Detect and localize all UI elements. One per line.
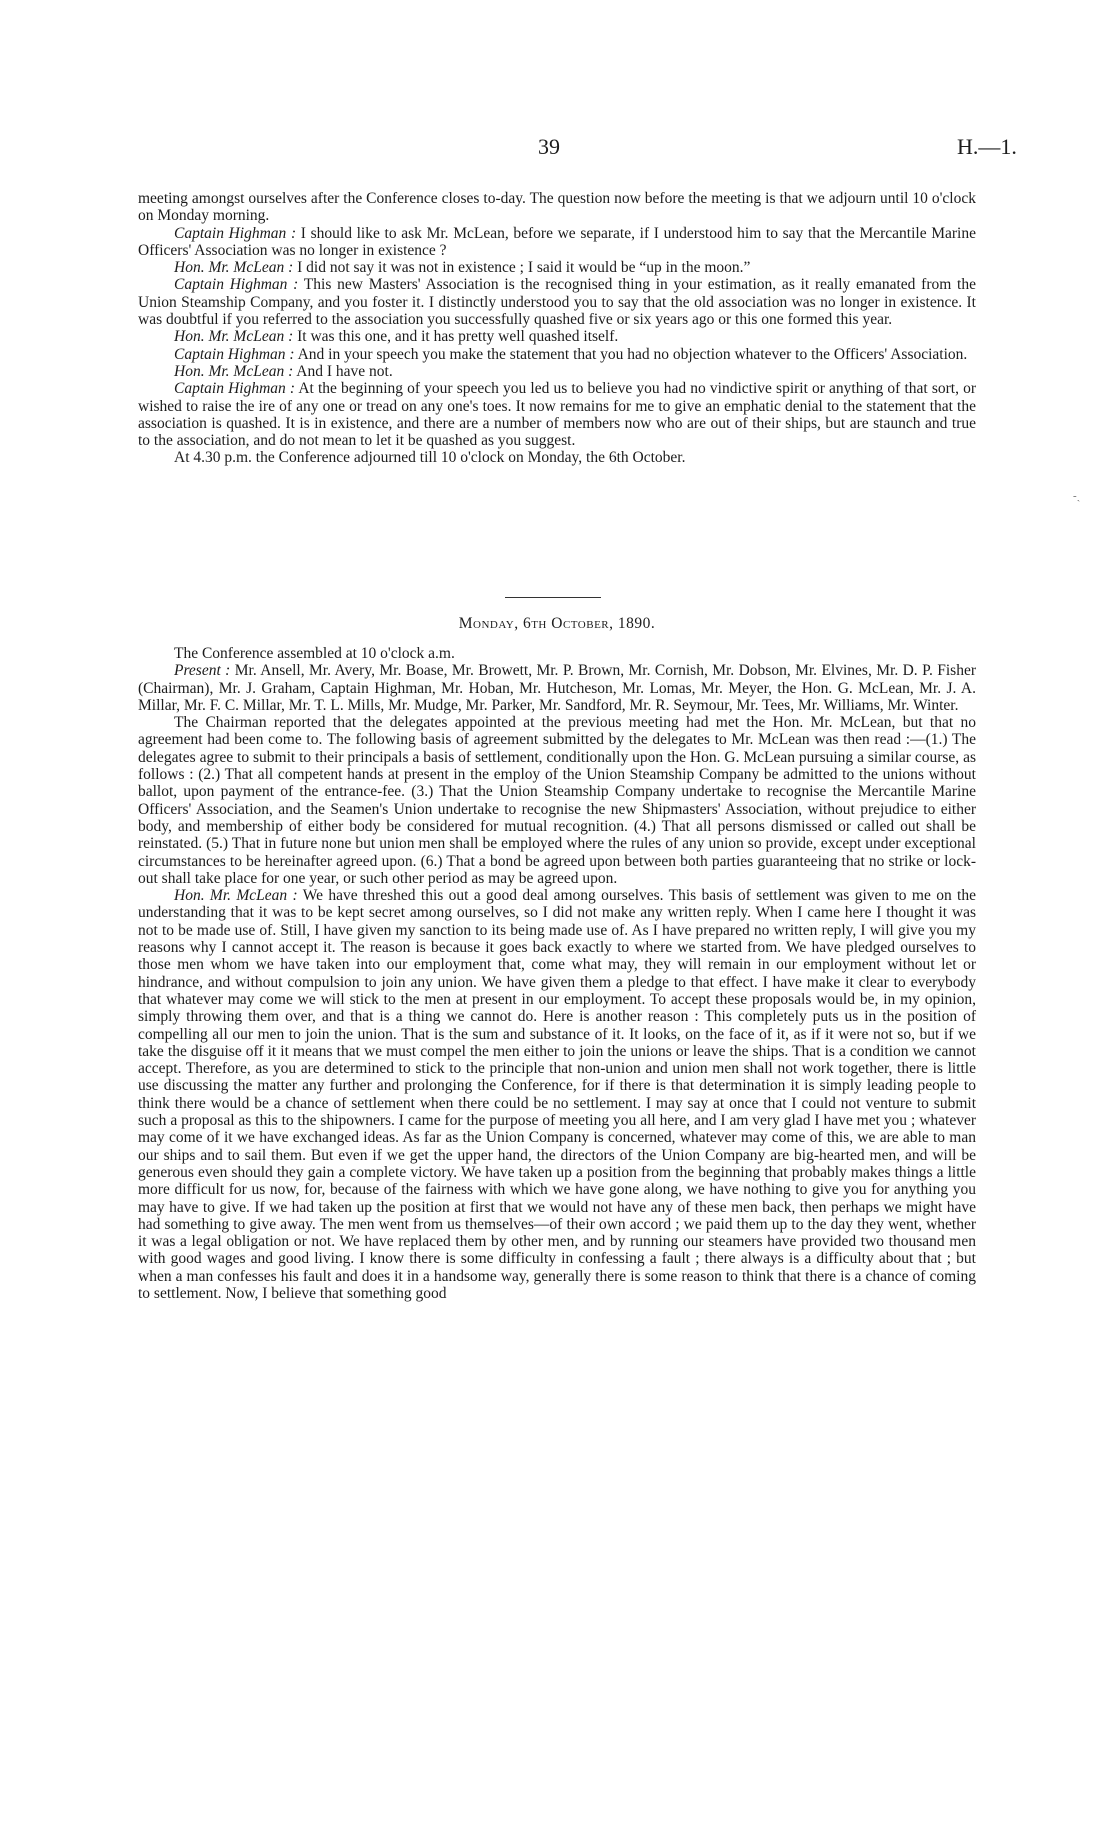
speaker: Hon. Mr. McLean : <box>174 328 294 346</box>
speech-text: The Conference assembled at 10 o'clock a.m. <box>174 645 455 662</box>
section-heading: Monday, 6th October, 1890. <box>458 615 656 632</box>
paragraph <box>138 662 976 714</box>
paragraph <box>138 714 976 887</box>
speech-text: The Chairman reported that the delegates appointed at the previous meeting had met the Hon. Mr. McLean, but that no agreement had been come to. The following basis of agreement submitted by the delegates to Mr. McLean was then read :—(1.) The delegates agree to submit to their principals a basis of settlement, conditionally upon the Hon. G. McLean pursuing a similar course, as follows : (2.) That all competent hands at present in the employ of the Union Steamship Company be admitted to the unions without ballot, upon payment of the entrance-fee. (3.) That the Union Steamship Company undertake to recognise the Mercantile Marine Officers' Association, and the Seamen's Union undertake to recognise the new Shipmasters' Association, without prejudice to either body, and membership of either body be considered for mutual recognition. (4.) That all persons dismissed or called out shall be reinstated. (5.) That in future none but union men shall be employed where the rules of any union so provide, except under exceptional circumstances to be hereinafter agreed upon. (6.) That a bond be agreed upon between both parties guaranteeing that no strike or lock-out shall take place for one year, or such other period as may be agreed upon. <box>138 714 976 887</box>
speaker: Captain Highman : <box>174 224 297 242</box>
speech-text: This new Masters' Association is the recognised thing in your estimation, as it really emanated from the Union Steamship Company, and you foster it. I distinctly understood you to say that the old association was no longer in existence. It was doubtful if you referred to the association you successfully quashed five or six years ago or this one formed this year. <box>138 276 976 329</box>
speech-text: And I have not. <box>293 362 393 380</box>
speaker: Captain Highman : <box>174 380 296 398</box>
speech-text: Mr. Ansell, Mr. Avery, Mr. Boase, Mr. Browett, Mr. P. Brown, Mr. Cornish, Mr. Dobson, Mr. Elvines, Mr. D. P. Fisher (Chairman), Mr. J. Graham, Captain Highman, Mr. Hoban, Mr. Hutcheson, Mr. Lomas, Mr. Meyer, the Hon. G. McLean, Mr. J. A. Millar, Mr. F. C. Millar, Mr. T. L. Mills, Mr. Mudge, Mr. Parker, Mr. Sandford, Mr. R. Seymour, Mr. Tees, Mr. Williams, Mr. Winter. <box>138 662 976 714</box>
paragraph <box>138 380 976 449</box>
paragraph <box>138 645 976 662</box>
paragraph <box>138 328 976 345</box>
paragraph <box>138 363 976 380</box>
document-reference: H.—1. <box>957 134 1017 159</box>
speech-text: I should like to ask Mr. McLean, before we separate, if I understood him to say that the Mercantile Marine Officers' Association was no longer in existence ? <box>138 224 976 259</box>
speech-text: And in your speech you make the statement that you had no objection whatever to the Officers' Association. <box>294 345 968 363</box>
speaker: Hon. Mr. McLean : <box>174 259 294 277</box>
proceedings-part-two <box>138 645 976 1302</box>
speaker: Hon. Mr. McLean : <box>174 887 298 905</box>
proceedings-part-one <box>138 190 976 467</box>
speech-text: I did not say it was not in existence ; I said it would be “up in the moon.” <box>293 259 751 277</box>
paragraph <box>138 259 976 276</box>
speech-text: At the beginning of your speech you led us to believe you had no vindictive spirit or anything of that sort, or wished to raise the ire of any one or tread on any one's toes. It now remains for me to give an emphatic denial to the statement that the association is quashed. It is in existence, and there are a number of members now who are out of their ships, but are staunch and true to the association, and do not mean to let it be quashed as you suggest. <box>138 380 976 450</box>
speech-text: meeting amongst ourselves after the Conference closes to-day. The question now before the meeting is that we adjourn until 10 o'clock on Monday morning. <box>138 190 976 225</box>
margin-mark: ‐ˏ <box>1073 490 1081 502</box>
paragraph <box>138 276 976 328</box>
speaker: Captain Highman : <box>174 345 295 363</box>
paragraph <box>138 225 976 260</box>
speaker: Captain Highman : <box>174 276 299 294</box>
speaker: Present : <box>174 662 231 680</box>
speaker: Hon. Mr. McLean : <box>174 362 294 380</box>
speech-text: At 4.30 p.m. the Conference adjourned till 10 o'clock on Monday, the 6th October. <box>174 449 686 467</box>
paragraph <box>138 346 976 363</box>
speech-text: We have threshed this out a good deal among ourselves. This basis of settlement was given to me on the understanding that it was to be kept secret among ourselves, so I did not make any written reply. When I came here I thought it was not to be made use of. Still, I have given my sanction to its being made use of. As I have prepared no written reply, I will give you my reasons why I cannot accept it. The reason is because it goes back exactly to where we started from. We have pledged ourselves to those men whom we have taken into our employment that, come what may, they will remain in our employment without let or hindrance, and without compulsion to join any union. We have given them a pledge to that effect. I have make it clear to everybody that whatever may come we will stick to the men at present in our employment. To accept these proposals would be, in my opinion, simply throwing them over, and that is a thing we cannot do. Here is another reason : This completely puts us in the position of compelling all our men to join the union. That is the sum and substance of it. It looks, on the face of it, as if it were not so, but if we take the disguise off it it means that we must compel the men either to join the unions or leave the ships. That is a condition we cannot accept. Therefore, as you are determined to stick to the principle that non-union and union men shall not work together, there is little use discussing the matter any further and prolonging the Conference, for if there is that determination it is simply leading people to think there would be a chance of settlement when there could be no settlement. I may say at once that I could not venture to submit such a proposal as this to the shipowners. I came for the purpose of meeting you all here, and I am very glad I have met you ; whatever may come of it we have exchanged ideas. As far as the Union Company is concerned, whatever may come of this, we are able to man our ships and to sail them. But even if we get the upper hand, the directors of the Union Company are big-hearted men, and will be generous even should they gain a complete victory. We have taken up a position from the beginning that probably makes things a little more difficult for us now, for, because of the fairness with which we have gone along, we have nothing to give you for anything you may have to give. If we had taken up the position at first that we would not have any of these men back, then perhaps we might have had something to give away. The men went from us themselves—of their own accord ; we paid them up to the day they went, whether it was a legal obligation or not. We have replaced them by other men, and by running our steamers have provided two thousand men with good wages and good living. I know there is some difficulty in confessing a fault ; there always is a difficulty about that ; but when a man confesses his fault and does it in a handsome way, generally there is some reason to think that there is a chance of coming to settlement. Now, I believe that something good <box>138 887 976 1302</box>
page-number: 39 <box>538 134 560 159</box>
speech-text: It was this one, and it has pretty well quashed itself. <box>293 328 619 346</box>
paragraph <box>138 190 976 225</box>
paragraph <box>138 449 976 466</box>
section-divider <box>505 597 601 598</box>
paragraph <box>138 887 976 1302</box>
